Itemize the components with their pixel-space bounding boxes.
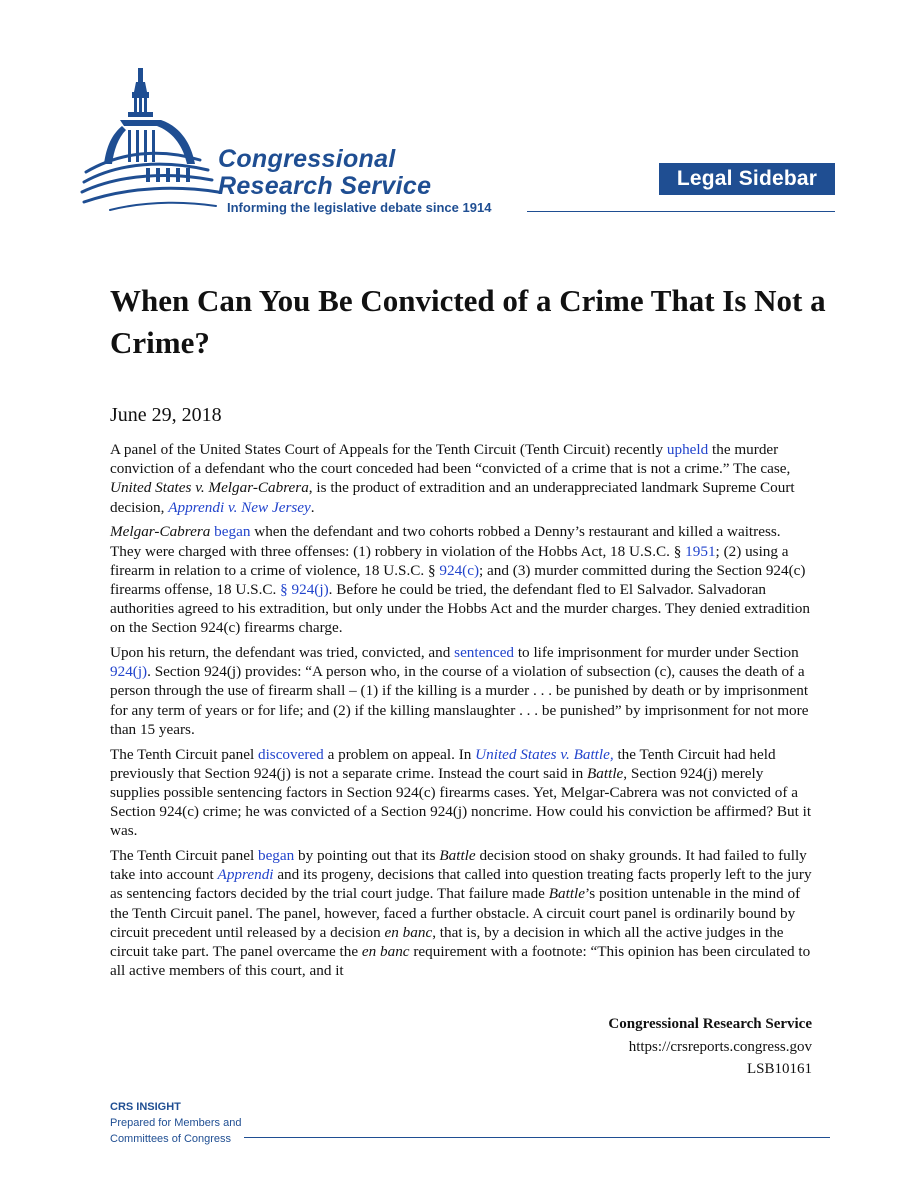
text-run: the Tenth Circuit had held previously that Section 924(j) is not a separate crime. Instead the court said in	[110, 745, 776, 782]
crs-insight-label: CRS INSIGHT	[110, 1101, 181, 1113]
text-run: . Section 924(j) provides: “A person who, in the course of a violation of subsection (c), causes the death of a person through the use of firearm shall – (1) if the killing is a murder . . . be punished by death or by imprisonment for any term of years or for life; and (2) if the killing manslaughter . . . be punished” by imprisonment for not more than 15 years.	[110, 663, 809, 738]
body-paragraph	[110, 643, 813, 739]
report-code: LSB10161	[746, 1061, 812, 1077]
footer-publisher	[608, 1013, 812, 1081]
body-paragraph	[110, 846, 813, 980]
inline-link[interactable]: United States v. Battle,	[475, 745, 614, 763]
italic-text: Melgar-Cabrera	[110, 523, 211, 541]
inline-link[interactable]: began	[257, 847, 295, 865]
text-run: . Before he could be tried, the defendant fled to El Salvador. Salvadoran authorities agreed to his extradition, but only under the Hobbs Act and the murder charges. They denied extradition on the Section 924(c) firearms charge.	[110, 580, 810, 637]
header-divider	[527, 211, 835, 212]
footer-insight-block	[110, 1099, 241, 1147]
footer-org: Congressional Research Service	[608, 1016, 812, 1032]
italic-text: en banc	[384, 923, 433, 941]
text-run: , Section 924(j) merely supplies possible sentencing factors in Section 924(c) firearms cases. Yet, Melgar-Cabrera was not convicted of a Section 924(c) crime; he was convicted of a Section 924(j) noncrime. How could his conviction be affirmed? But it was.	[110, 764, 812, 840]
text-run: ; and (3) murder committed during the Section 924(c) firearms offense, 18 U.S.C.	[110, 561, 806, 598]
italic-text: United States v. Melgar-Cabrera	[110, 479, 309, 497]
org-name-line1: Congressional	[218, 145, 396, 173]
footer-url[interactable]: https://crsreports.congress.gov	[628, 1038, 812, 1055]
text-run: ; (2) using a firearm in relation to a crime of violence, 18 U.S.C. §	[110, 542, 789, 579]
article-body	[110, 440, 813, 986]
publication-date: June 29, 2018	[110, 404, 222, 426]
inline-link[interactable]: 924(c)	[439, 561, 480, 579]
footer-divider	[244, 1137, 830, 1138]
italic-text: Battle	[548, 885, 586, 903]
inline-link[interactable]: Apprendi v. New Jersey	[168, 498, 311, 516]
prepared-for-line1: Prepared for Members and	[110, 1117, 242, 1129]
text-run: The Tenth Circuit panel	[110, 847, 258, 865]
text-run: ’s position untenable in the mind of the Tenth Circuit panel. The panel, however, faced a further obstacle. A circuit court panel is ordinarily bound by circuit precedent until released by a decision	[110, 885, 801, 941]
text-run: by pointing out that its	[294, 847, 440, 865]
text-run: decision stood on shaky grounds. It had failed to fully take into account	[110, 847, 807, 884]
text-run: .	[310, 498, 315, 516]
italic-text: en banc	[361, 943, 410, 961]
inline-link[interactable]: 1951	[685, 542, 716, 560]
inline-link[interactable]: § 924(j)	[280, 580, 329, 598]
inline-link[interactable]: Apprendi	[217, 866, 274, 884]
text-run: the murder conviction of a defendant who the court conceded had been “convicted of a crime that is not a crime.” The case,	[110, 441, 791, 478]
body-paragraph	[110, 745, 813, 841]
body-paragraph	[110, 440, 813, 517]
italic-text: Battle	[439, 847, 476, 865]
crs-wordmark	[218, 146, 431, 200]
document-title: When Can You Be Convicted of a Crime That Is Not a Crime?	[110, 283, 826, 360]
body-paragraph	[110, 522, 813, 637]
inline-link[interactable]: discovered	[257, 745, 324, 763]
crs-tagline: Informing the legislative debate since 1914	[227, 200, 492, 215]
text-run: when the defendant and two cohorts robbed a Denny’s restaurant and killed a waitress. They were charged with three offenses: (1) robbery in violation of the Hobbs Act, 18 U.S.C. §	[110, 523, 781, 560]
text-run: Upon his return, the defendant was tried, convicted, and	[110, 644, 455, 662]
inline-link[interactable]: began	[214, 523, 251, 541]
legal-sidebar-badge: Legal Sidebar	[659, 163, 835, 195]
text-run: a problem on appeal. In	[323, 745, 476, 763]
text-run: A panel of the United States Court of Appeals for the Tenth Circuit (Tenth Circuit) recently	[110, 441, 667, 458]
italic-text: Battle	[587, 764, 624, 782]
inline-link[interactable]: sentenced	[454, 644, 515, 662]
inline-link[interactable]: upheld	[666, 441, 709, 458]
text-run: requirement with a footnote: “This opinion has been circulated to all active members of this court, and it	[110, 943, 811, 980]
org-name-line2: Research Service	[218, 172, 432, 200]
text-run: and its progeny, decisions that called into question treating facts properly left to the jury as sentencing factors decided by the trial court judge. That failure made	[110, 866, 812, 903]
inline-link[interactable]: 924(j)	[110, 663, 148, 681]
text-run: , that is, by a decision in which all the active judges in the circuit take part. The panel overcame the	[110, 923, 784, 961]
prepared-for-line2: Committees of Congress	[110, 1133, 232, 1145]
text-run: to life imprisonment for murder under Section	[514, 644, 799, 662]
text-run: , is the product of extradition and an underappreciated landmark Supreme Court decision,	[110, 479, 795, 516]
text-run: The Tenth Circuit panel	[110, 745, 258, 763]
